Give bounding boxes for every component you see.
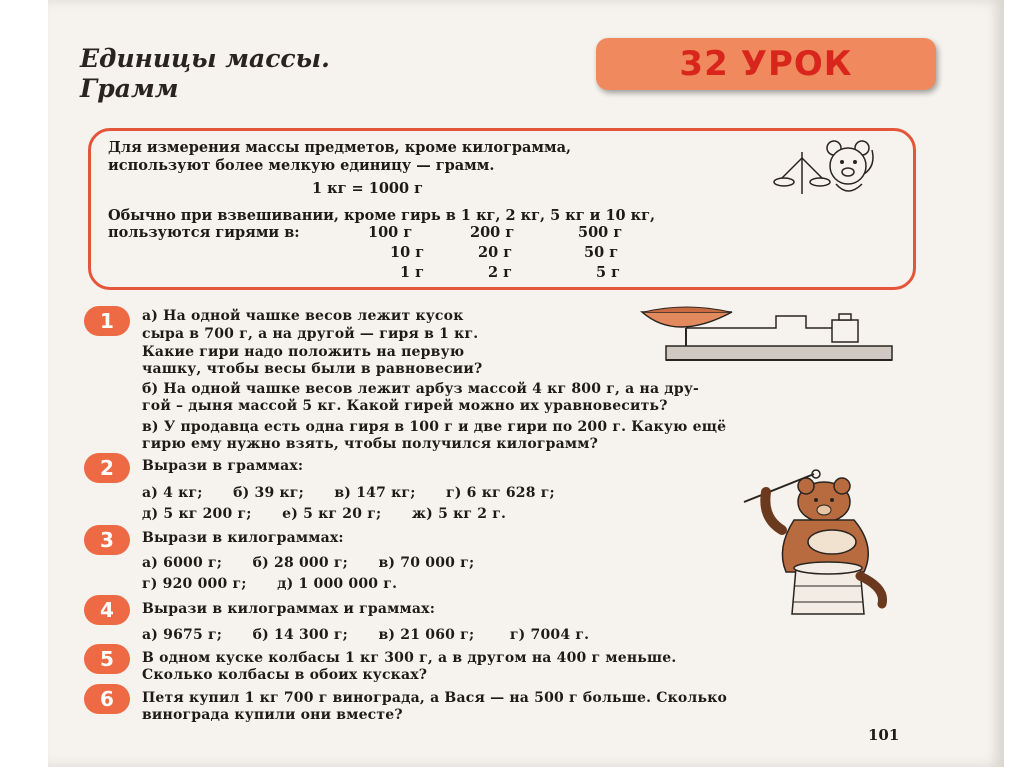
lesson-word: УРОК xyxy=(740,44,853,84)
task-2-line-1: а) 4 кг; б) 39 кг; в) 147 кг; г) 6 кг 628 г; xyxy=(142,485,555,501)
weight-200: 200 г xyxy=(470,224,515,241)
task-1-line-4: чашку, чтобы весы были в равновесии? xyxy=(142,361,483,377)
page-title xyxy=(80,44,330,104)
task-3-line-1: а) 6000 г; б) 28 000 г; в) 70 000 г; xyxy=(142,555,475,571)
task-number-6: 6 xyxy=(84,684,130,714)
task-1-line-3: Какие гири надо положить на первую xyxy=(142,344,465,360)
task-1-line-5: б) На одной чашке весов лежит арбуз массой 4 кг 800 г, а на дру- xyxy=(142,381,700,397)
task-2-line-2: д) 5 кг 200 г; е) 5 кг 20 г; ж) 5 кг 2 г. xyxy=(142,506,507,522)
lesson-number: 32 xyxy=(679,44,729,84)
bear-on-barrel-icon xyxy=(736,468,906,618)
task-1-line-8: гирю ему нужно взять, чтобы получился килограмм? xyxy=(142,436,599,452)
task-1-line-6: гой – дыня массой 5 кг. Какой гирей можно их уравновесить? xyxy=(142,398,668,414)
task-3-line-2: г) 920 000 г; д) 1 000 000 г. xyxy=(142,576,398,592)
task-1-line-1: а) На одной чашке весов лежит кусок xyxy=(142,308,464,324)
weight-2: 2 г xyxy=(488,264,513,281)
info-equation: 1 кг = 1000 г xyxy=(312,180,424,197)
task-number-5: 5 xyxy=(84,644,130,674)
page-number: 101 xyxy=(868,726,900,744)
weight-20: 20 г xyxy=(478,244,513,261)
weight-500: 500 г xyxy=(578,224,623,241)
weight-50: 50 г xyxy=(584,244,619,261)
title-line-2: Грамм xyxy=(80,74,179,103)
task-2-heading: Вырази в граммах: xyxy=(142,458,304,474)
task-4-line-1: а) 9675 г; б) 14 300 г; в) 21 060 г; г) 7004 г. xyxy=(142,627,590,643)
task-6-line-1: Петя купил 1 кг 700 г винограда, а Вася — на 500 г больше. Сколько xyxy=(142,690,728,706)
task-1-line-2: сыра в 700 г, а на другой — гиря в 1 кг. xyxy=(142,326,479,342)
balance-scale-icon xyxy=(636,298,896,370)
info-line-3: Обычно при взвешивании, кроме гирь в 1 кг, 2 кг, 5 кг и 10 кг, xyxy=(108,207,656,224)
task-number-2: 2 xyxy=(84,453,130,483)
info-line-2: используют более мелкую единицу — грамм. xyxy=(108,157,495,174)
weight-100: 100 г xyxy=(368,224,413,241)
weight-1: 1 г xyxy=(400,264,425,281)
task-number-1: 1 xyxy=(84,306,130,336)
lesson-badge xyxy=(596,38,936,90)
task-number-4: 4 xyxy=(84,595,130,625)
info-line-1: Для измерения массы предметов, кроме килограмма, xyxy=(108,139,572,156)
info-line-4: пользуются гирями в: xyxy=(108,224,300,241)
weight-5: 5 г xyxy=(596,264,621,281)
task-4-heading: Вырази в килограммах и граммах: xyxy=(142,601,436,617)
task-6-line-2: винограда купили они вместе? xyxy=(142,707,403,723)
weight-10: 10 г xyxy=(390,244,425,261)
task-1-line-7: в) У продавца есть одна гиря в 100 г и две гири по 200 г. Какую ещё xyxy=(142,419,727,435)
task-3-heading: Вырази в килограммах: xyxy=(142,530,344,546)
bear-with-scales-icon xyxy=(772,138,882,200)
task-5-line-1: В одном куске колбасы 1 кг 300 г, а в другом на 400 г меньше. xyxy=(142,650,677,666)
task-number-3: 3 xyxy=(84,525,130,555)
title-line-1: Единицы массы. xyxy=(80,44,330,73)
task-5-line-2: Сколько колбасы в обоих кусках? xyxy=(142,667,428,683)
